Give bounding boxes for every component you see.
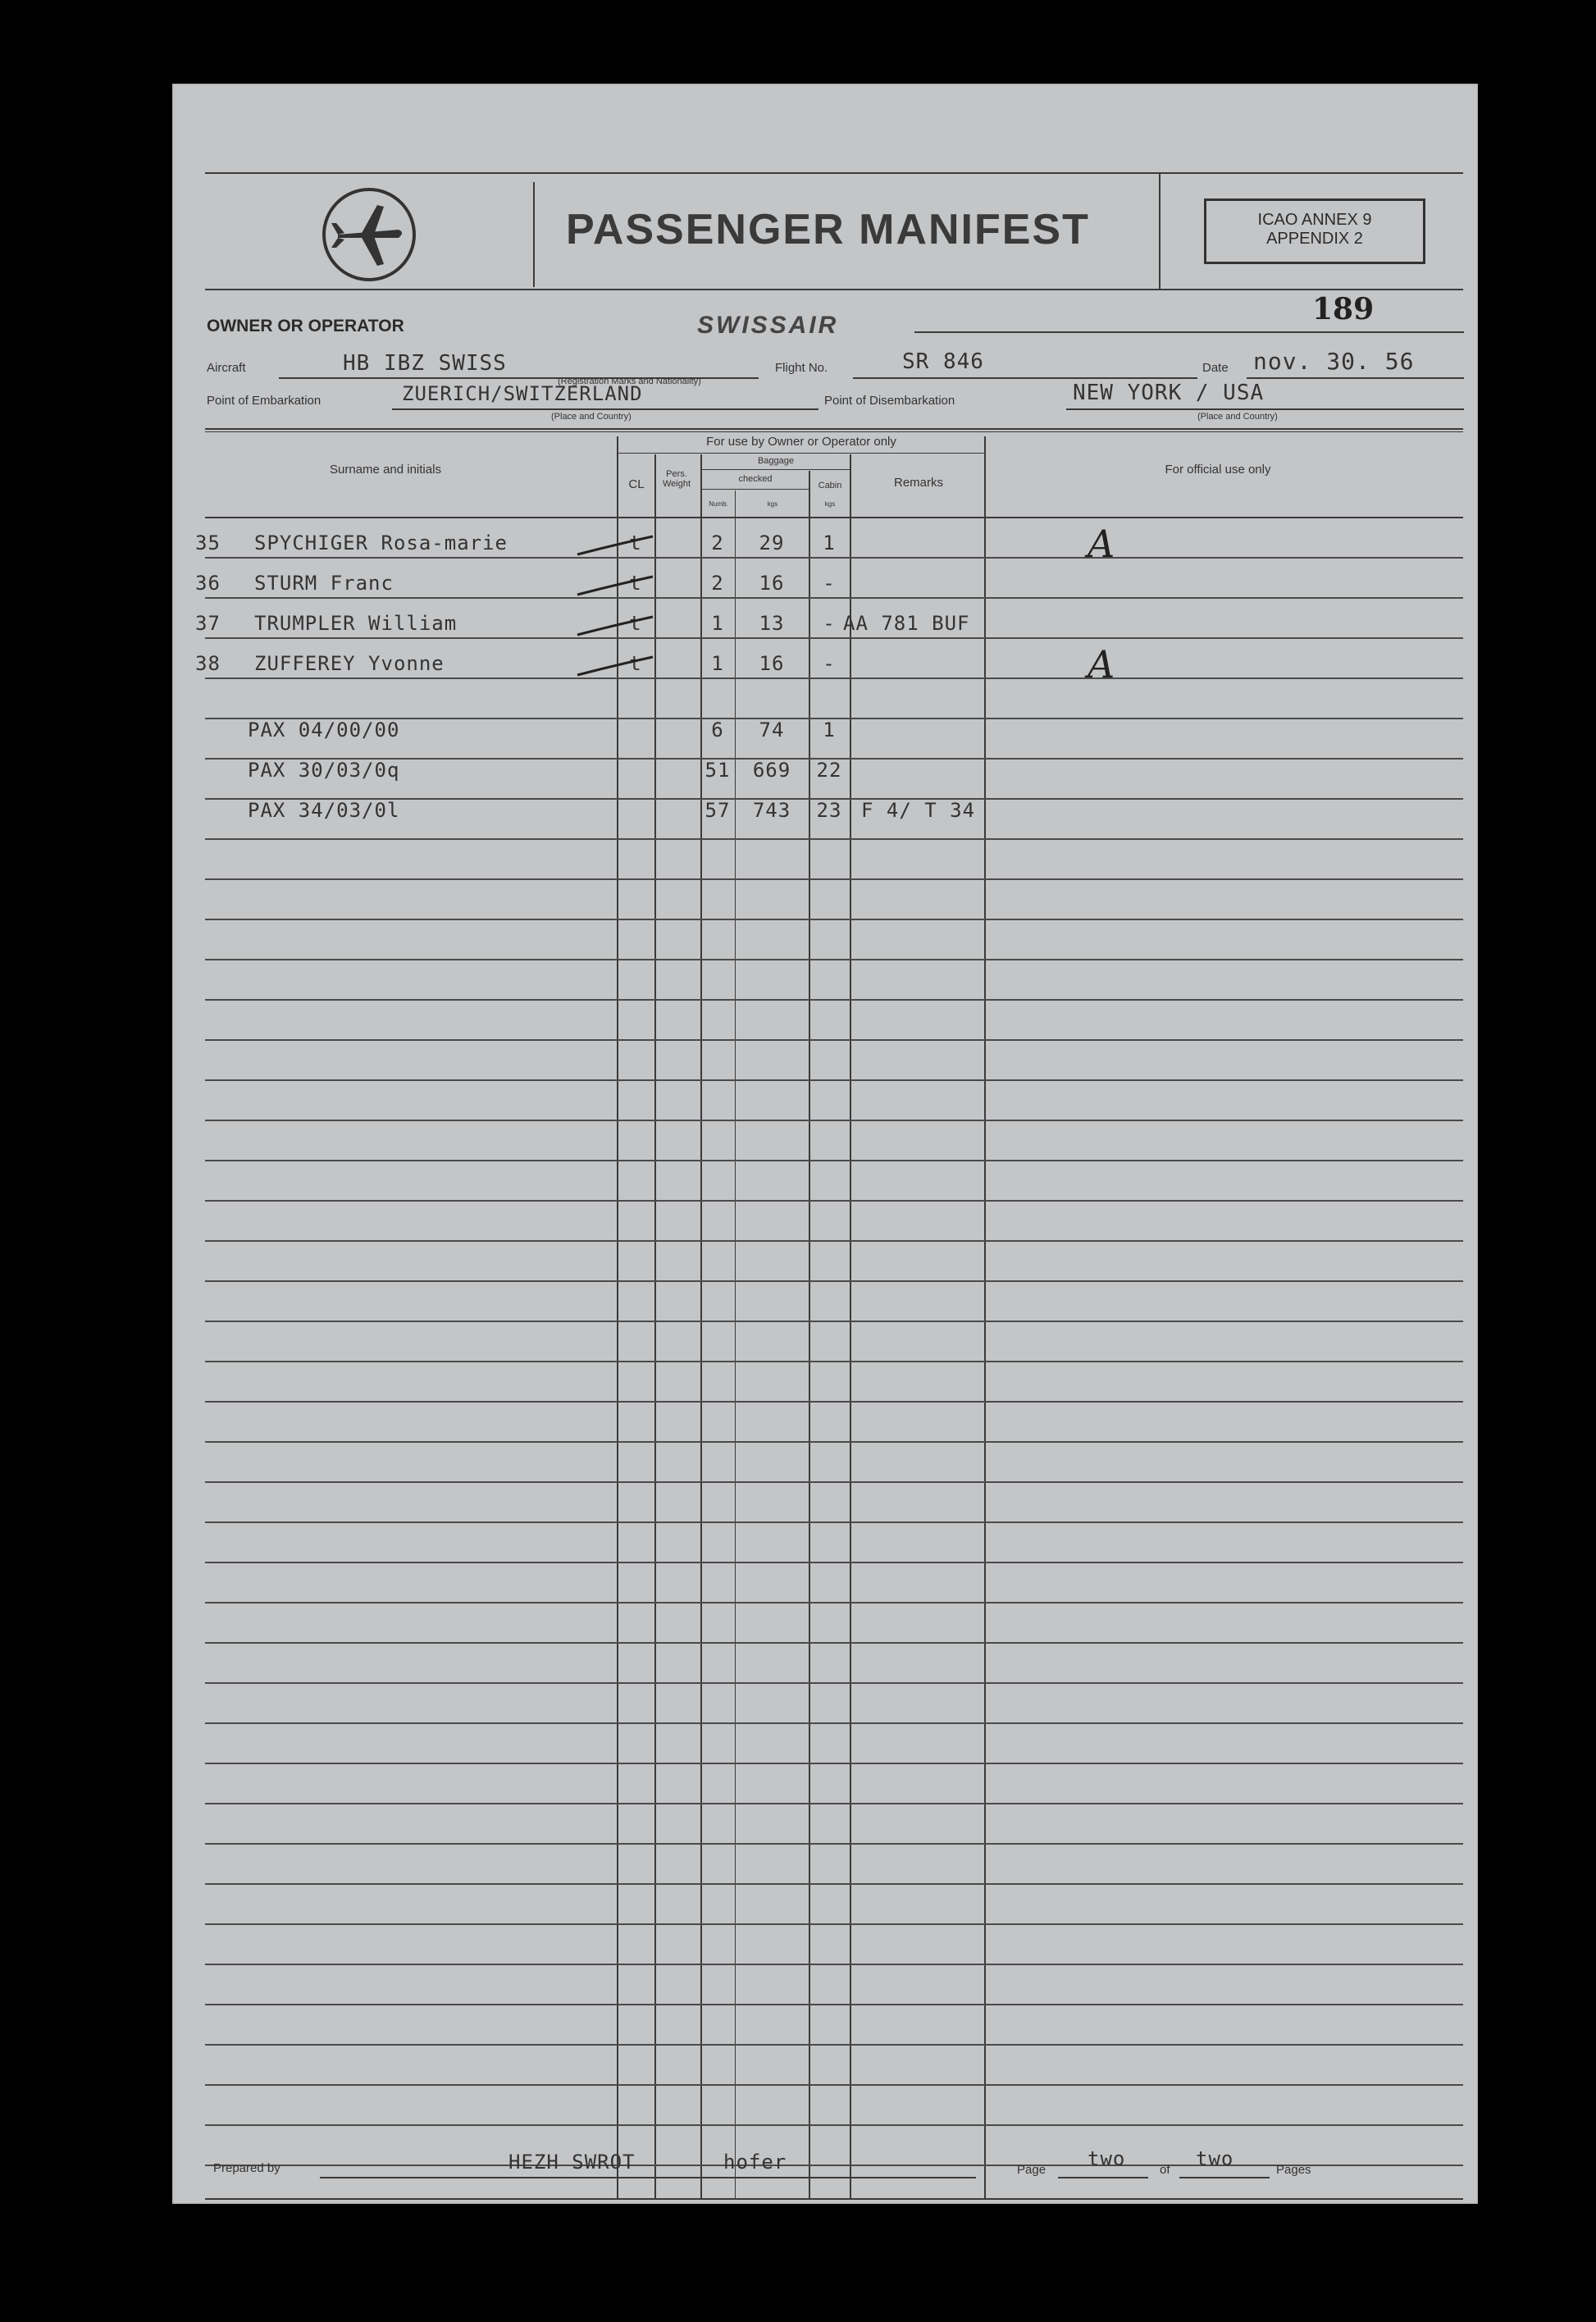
annex-line2: APPENDIX 2: [1266, 230, 1363, 248]
flight-label: Flight No.: [775, 361, 828, 375]
disembark-value: NEW YORK / USA: [1073, 381, 1265, 405]
official-mark: A: [1088, 642, 1115, 687]
total-kgs: 74: [759, 718, 785, 741]
row-rule: [205, 1120, 1463, 1121]
page-underline: [1058, 2177, 1148, 2178]
total-kgs: 743: [752, 799, 791, 822]
of-value: two: [1196, 2147, 1234, 2170]
pieces-cell: 1: [711, 612, 724, 635]
class-cell: t: [629, 612, 642, 635]
row-rule: [205, 1964, 1463, 1965]
passenger-name: SPYCHIGER Rosa-marie: [254, 531, 508, 554]
class-cell: t: [629, 531, 642, 554]
passenger-name: ZUFFEREY Yvonne: [254, 652, 445, 675]
row-rule: [205, 1079, 1463, 1081]
owner-use-rule: [618, 453, 984, 454]
row-rule: [205, 2044, 1463, 2046]
table-row: [172, 522, 1478, 566]
table-bottom-rule: [205, 2198, 1463, 2200]
flight-value: SR 846: [902, 349, 984, 374]
row-rule: [205, 1602, 1463, 1604]
col-header-number: Numb.: [709, 500, 728, 508]
check-stroke: [574, 654, 656, 678]
row-number: 36: [195, 572, 221, 595]
table-row: [172, 642, 1478, 687]
page-label: Page: [1017, 2163, 1047, 2177]
row-rule: [205, 1280, 1463, 1282]
class-cell: t: [629, 572, 642, 595]
date-underline: [1247, 377, 1464, 379]
pers-weight-line1: Pers.: [666, 469, 687, 479]
row-rule: [205, 1803, 1463, 1804]
cabin-cell: -: [823, 572, 836, 595]
total-remarks: F 4/ T 34: [861, 799, 976, 822]
disembark-hint: (Place and Country): [1197, 412, 1278, 422]
row-rule: [205, 1843, 1463, 1845]
col-header-kgs: kgs: [767, 500, 778, 508]
check-stroke: [574, 533, 656, 558]
passenger-name: STURM Franc: [254, 572, 394, 595]
col-header-remarks: Remarks: [893, 476, 943, 490]
total-label: PAX 04/00/00: [248, 718, 400, 741]
row-rule: [205, 919, 1463, 920]
icao-annex-box: [1204, 198, 1425, 264]
owner-label: OWNER OR OPERATOR: [207, 317, 404, 335]
sheet-number: 189: [1312, 292, 1375, 326]
disembark-label: Point of Disembarkation: [824, 394, 955, 408]
prepared-underline: [320, 2177, 976, 2178]
total-pieces: 57: [705, 799, 731, 822]
prepared-value: HEZH SWROT: [508, 2151, 636, 2174]
table-header-bottom-rule: [205, 517, 1463, 518]
owner-underline: [914, 331, 1464, 333]
col-line-official: [984, 436, 986, 2198]
row-number: 37: [195, 612, 221, 635]
manifest-sheet: [172, 84, 1478, 2204]
embark-value: ZUERICH/SWITZERLAND: [402, 382, 643, 405]
check-stroke: [574, 614, 656, 638]
flight-underline: [853, 377, 1197, 379]
row-rule: [205, 1160, 1463, 1161]
cabin-cell: 1: [823, 531, 836, 554]
of-underline: [1179, 2177, 1270, 2178]
row-rule: [205, 2124, 1463, 2126]
pers-weight-line2: Weight: [662, 479, 691, 489]
col-header-checked: checked: [738, 474, 773, 484]
col-header-baggage: Baggage: [757, 456, 795, 466]
row-rule: [205, 1240, 1463, 1242]
remarks-cell: AA 781 BUF: [843, 612, 970, 635]
col-header-pers-weight: [656, 469, 697, 489]
row-rule: [205, 1642, 1463, 1644]
header-divider-left: [533, 182, 535, 287]
total-cabin: 1: [823, 718, 836, 741]
prepared-signature: hofer: [723, 2151, 787, 2174]
official-mark: A: [1088, 522, 1115, 566]
pages-label: Pages: [1276, 2163, 1311, 2177]
col-line-cl: [617, 436, 618, 2198]
table-top-rule-2: [205, 431, 1463, 432]
col-header-owner-use: For use by Owner or Operator only: [706, 435, 896, 449]
embark-label: Point of Embarkation: [207, 394, 321, 408]
row-number: 38: [195, 652, 221, 675]
table-row: [172, 567, 1478, 600]
manifest-title: PASSENGER MANIFEST: [566, 206, 1090, 253]
row-rule: [205, 1521, 1463, 1523]
aircraft-label: Aircraft: [207, 361, 246, 375]
row-rule: [205, 878, 1463, 880]
pieces-cell: 1: [711, 652, 724, 675]
page-value: two: [1088, 2147, 1126, 2170]
check-stroke: [574, 573, 656, 598]
total-row: [172, 715, 1478, 748]
pieces-cell: 2: [711, 572, 724, 595]
pieces-cell: 2: [711, 531, 724, 554]
baggage-rule: [702, 469, 850, 470]
of-label: of: [1160, 2163, 1170, 2177]
class-cell: t: [629, 652, 642, 675]
row-rule: [205, 1562, 1463, 1563]
row-rule: [205, 1481, 1463, 1483]
airplane-logo-icon: [320, 185, 418, 284]
date-value: nov. 30. 56: [1253, 348, 1415, 375]
row-rule: [205, 1682, 1463, 1684]
row-rule: [205, 959, 1463, 960]
col-header-surname: Surname and initials: [330, 463, 441, 477]
row-rule: [205, 999, 1463, 1001]
col-header-cl: CL: [628, 477, 645, 491]
col-header-cabin: Cabin: [818, 481, 842, 490]
date-label: Date: [1202, 361, 1229, 375]
total-pieces: 6: [711, 718, 724, 741]
total-kgs: 669: [752, 759, 791, 782]
header-divider-right: [1159, 172, 1161, 289]
embark-underline: [392, 408, 819, 410]
disembark-underline: [1066, 408, 1464, 410]
kgs-cell: 13: [759, 612, 785, 635]
total-label: PAX 30/03/0q: [248, 759, 400, 782]
total-cabin: 23: [816, 799, 842, 822]
total-pieces: 51: [705, 759, 731, 782]
row-rule: [205, 1361, 1463, 1362]
row-rule: [205, 1039, 1463, 1041]
aircraft-hint: (Registration Marks and Nationality): [558, 376, 701, 386]
total-row: [172, 755, 1478, 788]
total-row: [172, 796, 1478, 828]
annex-line1: ICAO ANNEX 9: [1257, 211, 1372, 229]
row-rule: [205, 1722, 1463, 1724]
col-header-official: For official use only: [1165, 463, 1271, 477]
col-header-cabin-kgs: kgs: [824, 500, 836, 508]
row-rule: [205, 1321, 1463, 1322]
passenger-name: TRUMPLER William: [254, 612, 458, 635]
row-rule: [205, 1883, 1463, 1885]
row-rule: [205, 1401, 1463, 1403]
row-rule: [205, 838, 1463, 840]
row-rule: [205, 1200, 1463, 1202]
aircraft-value: HB IBZ SWISS: [343, 351, 507, 376]
row-rule: [205, 2165, 1463, 2166]
row-rule: [205, 1923, 1463, 1925]
header-bottom-rule: [205, 289, 1463, 290]
row-rule: [205, 1763, 1463, 1764]
table-top-rule: [205, 428, 1463, 430]
table-row: [172, 607, 1478, 640]
checked-rule: [702, 489, 809, 490]
total-cabin: 22: [816, 759, 842, 782]
kgs-cell: 16: [759, 652, 785, 675]
cabin-cell: -: [823, 612, 836, 635]
total-label: PAX 34/03/0l: [248, 799, 400, 822]
row-rule: [205, 2084, 1463, 2086]
row-rule: [205, 2004, 1463, 2005]
owner-value: SWISSAIR: [697, 312, 839, 339]
kgs-cell: 16: [759, 572, 785, 595]
embark-hint: (Place and Country): [551, 412, 632, 422]
header-top-rule: [205, 172, 1463, 174]
cabin-cell: -: [823, 652, 836, 675]
prepared-label: Prepared by: [213, 2161, 280, 2175]
row-number: 35: [195, 531, 221, 554]
kgs-cell: 29: [759, 531, 785, 554]
row-rule: [205, 1441, 1463, 1443]
